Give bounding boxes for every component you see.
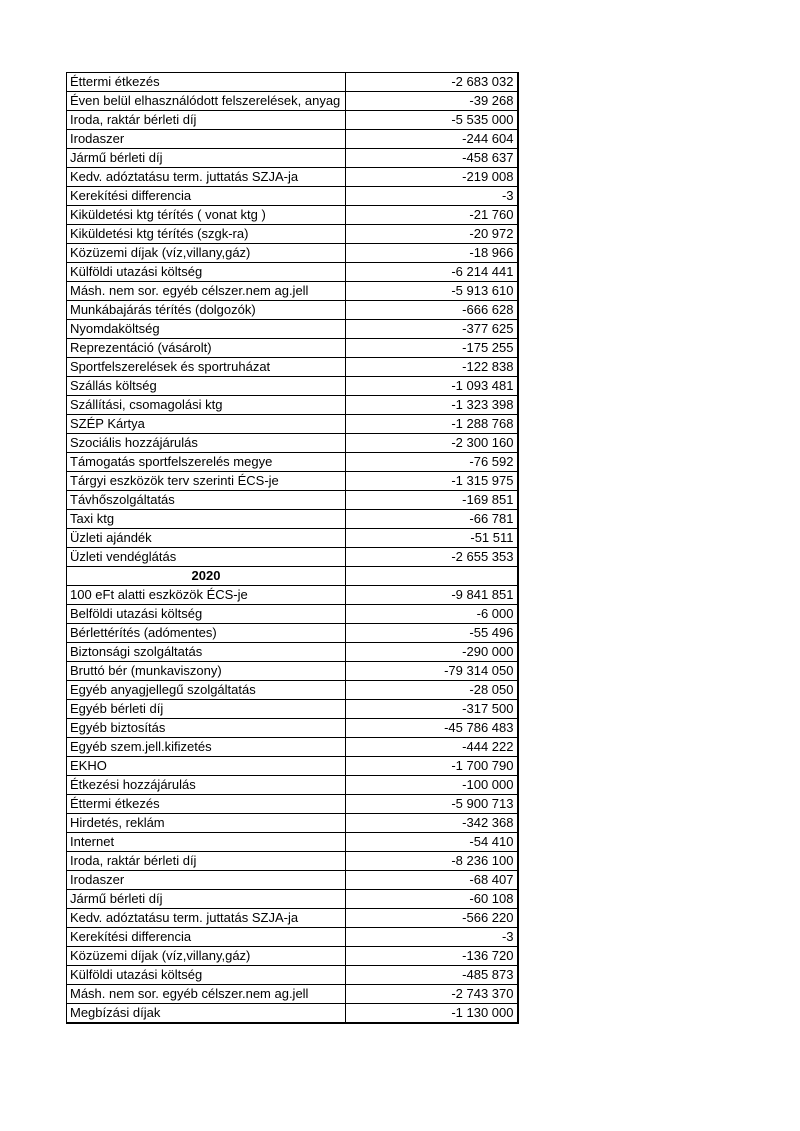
account-label-cell: Közüzemi díjak (víz,villany,gáz)	[67, 244, 346, 263]
amount-cell: -1 093 481	[346, 377, 518, 396]
table-row	[67, 453, 518, 472]
amount-cell: -458 637	[346, 149, 518, 168]
amount-cell: -100 000	[346, 776, 518, 795]
account-label-cell: Másh. nem sor. egyéb célszer.nem ag.jell	[67, 282, 346, 301]
account-label-cell: Kiküldetési ktg térítés (szgk-ra)	[67, 225, 346, 244]
table-row	[67, 795, 518, 814]
amount-cell: -21 760	[346, 206, 518, 225]
amount-cell: -377 625	[346, 320, 518, 339]
account-label-cell: Másh. nem sor. egyéb célszer.nem ag.jell	[67, 985, 346, 1004]
amount-cell: -2 683 032	[346, 73, 518, 92]
table-row	[67, 852, 518, 871]
table-row	[67, 187, 518, 206]
account-label-cell: 100 eFt alatti eszközök ÉCS-je	[67, 586, 346, 605]
account-label-cell: Egyéb bérleti díj	[67, 700, 346, 719]
table-row	[67, 1004, 518, 1024]
amount-cell: -68 407	[346, 871, 518, 890]
table-row	[67, 415, 518, 434]
amount-cell: -122 838	[346, 358, 518, 377]
table-row	[67, 244, 518, 263]
account-label-cell: Kedv. adóztatásu term. juttatás SZJA-ja	[67, 909, 346, 928]
amount-cell: -8 236 100	[346, 852, 518, 871]
expense-table	[66, 72, 519, 1024]
amount-cell: -3	[346, 928, 518, 947]
amount-cell: -2 743 370	[346, 985, 518, 1004]
amount-cell: -60 108	[346, 890, 518, 909]
account-label-cell: Jármű bérleti díj	[67, 149, 346, 168]
table-row	[67, 377, 518, 396]
table-row	[67, 700, 518, 719]
table-row	[67, 681, 518, 700]
amount-cell: -9 841 851	[346, 586, 518, 605]
amount-cell: -136 720	[346, 947, 518, 966]
account-label-cell: Taxi ktg	[67, 510, 346, 529]
table-row	[67, 472, 518, 491]
table-row	[67, 434, 518, 453]
table-row	[67, 130, 518, 149]
table-row	[67, 928, 518, 947]
table-row	[67, 985, 518, 1004]
account-label-cell: Jármű bérleti díj	[67, 890, 346, 909]
amount-cell: -6 214 441	[346, 263, 518, 282]
account-label-cell: Üzleti vendéglátás	[67, 548, 346, 567]
amount-cell: -6 000	[346, 605, 518, 624]
table-row	[67, 776, 518, 795]
table-row	[67, 624, 518, 643]
amount-cell: -169 851	[346, 491, 518, 510]
table-row	[67, 966, 518, 985]
account-label-cell: Munkábajárás térítés (dolgozók)	[67, 301, 346, 320]
amount-cell: -1 700 790	[346, 757, 518, 776]
amount-cell: -2 655 353	[346, 548, 518, 567]
account-label-cell: Iroda, raktár bérleti díj	[67, 111, 346, 130]
account-label-cell: SZÉP Kártya	[67, 415, 346, 434]
year-label-cell: 2020	[67, 567, 346, 586]
amount-cell: -1 315 975	[346, 472, 518, 491]
account-label-cell: Bérlettérítés (adómentes)	[67, 624, 346, 643]
table-row	[67, 605, 518, 624]
account-label-cell: Éttermi étkezés	[67, 73, 346, 92]
amount-cell: -76 592	[346, 453, 518, 472]
table-row	[67, 301, 518, 320]
amount-cell: -5 913 610	[346, 282, 518, 301]
table-row	[67, 890, 518, 909]
amount-cell	[346, 567, 518, 586]
account-label-cell: Szociális hozzájárulás	[67, 434, 346, 453]
amount-cell: -79 314 050	[346, 662, 518, 681]
account-label-cell: Egyéb szem.jell.kifizetés	[67, 738, 346, 757]
amount-cell: -2 300 160	[346, 434, 518, 453]
amount-cell: -444 222	[346, 738, 518, 757]
account-label-cell: Kerekítési differencia	[67, 928, 346, 947]
amount-cell: -244 604	[346, 130, 518, 149]
table-row	[67, 491, 518, 510]
account-label-cell: Tárgyi eszközök terv szerinti ÉCS-je	[67, 472, 346, 491]
account-label-cell: Közüzemi díjak (víz,villany,gáz)	[67, 947, 346, 966]
table-row	[67, 168, 518, 187]
amount-cell: -51 511	[346, 529, 518, 548]
account-label-cell: EKHO	[67, 757, 346, 776]
table-row	[67, 339, 518, 358]
amount-cell: -219 008	[346, 168, 518, 187]
account-label-cell: Szállítási, csomagolási ktg	[67, 396, 346, 415]
amount-cell: -342 368	[346, 814, 518, 833]
table-row	[67, 719, 518, 738]
account-label-cell: Irodaszer	[67, 130, 346, 149]
account-label-cell: Egyéb biztosítás	[67, 719, 346, 738]
table-row	[67, 757, 518, 776]
table-row	[67, 947, 518, 966]
account-label-cell: Biztonsági szolgáltatás	[67, 643, 346, 662]
amount-cell: -20 972	[346, 225, 518, 244]
account-label-cell: Megbízási díjak	[67, 1004, 346, 1024]
table-row	[67, 909, 518, 928]
account-label-cell: Étkezési hozzájárulás	[67, 776, 346, 795]
account-label-cell: Egyéb anyagjellegű szolgáltatás	[67, 681, 346, 700]
amount-cell: -54 410	[346, 833, 518, 852]
table-row	[67, 529, 518, 548]
amount-cell: -66 781	[346, 510, 518, 529]
table-row	[67, 871, 518, 890]
account-label-cell: Irodaszer	[67, 871, 346, 890]
account-label-cell: Távhőszolgáltatás	[67, 491, 346, 510]
amount-cell: -317 500	[346, 700, 518, 719]
account-label-cell: Éttermi étkezés	[67, 795, 346, 814]
table-row	[67, 662, 518, 681]
account-label-cell: Éven belül elhasználódott felszerelések, anyag	[67, 92, 346, 111]
account-label-cell: Támogatás sportfelszerelés megye	[67, 453, 346, 472]
table-row	[67, 396, 518, 415]
account-label-cell: Internet	[67, 833, 346, 852]
amount-cell: -45 786 483	[346, 719, 518, 738]
account-label-cell: Külföldi utazási költség	[67, 966, 346, 985]
table-row	[67, 814, 518, 833]
table-row	[67, 358, 518, 377]
amount-cell: -175 255	[346, 339, 518, 358]
table-row	[67, 111, 518, 130]
account-label-cell: Szállás költség	[67, 377, 346, 396]
table-row	[67, 320, 518, 339]
account-label-cell: Hirdetés, reklám	[67, 814, 346, 833]
amount-cell: -290 000	[346, 643, 518, 662]
amount-cell: -28 050	[346, 681, 518, 700]
account-label-cell: Iroda, raktár bérleti díj	[67, 852, 346, 871]
amount-cell: -55 496	[346, 624, 518, 643]
table-row	[67, 225, 518, 244]
table-row	[67, 643, 518, 662]
amount-cell: -1 130 000	[346, 1004, 518, 1024]
amount-cell: -1 323 398	[346, 396, 518, 415]
account-label-cell: Külföldi utazási költség	[67, 263, 346, 282]
amount-cell: -18 966	[346, 244, 518, 263]
table-row	[67, 92, 518, 111]
account-label-cell: Sportfelszerelések és sportruházat	[67, 358, 346, 377]
table-row	[67, 206, 518, 225]
amount-cell: -39 268	[346, 92, 518, 111]
table-row	[67, 149, 518, 168]
account-label-cell: Kerekítési differencia	[67, 187, 346, 206]
account-label-cell: Reprezentáció (vásárolt)	[67, 339, 346, 358]
account-label-cell: Kiküldetési ktg térítés ( vonat ktg )	[67, 206, 346, 225]
amount-cell: -5 900 713	[346, 795, 518, 814]
amount-cell: -666 628	[346, 301, 518, 320]
amount-cell: -485 873	[346, 966, 518, 985]
table-row	[67, 282, 518, 301]
account-label-cell: Üzleti ajándék	[67, 529, 346, 548]
table-row	[67, 510, 518, 529]
year-header-row	[67, 567, 518, 586]
amount-cell: -5 535 000	[346, 111, 518, 130]
account-label-cell: Bruttó bér (munkaviszony)	[67, 662, 346, 681]
table-row	[67, 833, 518, 852]
table-row	[67, 73, 518, 92]
account-label-cell: Kedv. adóztatásu term. juttatás SZJA-ja	[67, 168, 346, 187]
account-label-cell: Nyomdaköltség	[67, 320, 346, 339]
table-row	[67, 738, 518, 757]
account-label-cell: Belföldi utazási költség	[67, 605, 346, 624]
expense-table-body	[67, 73, 518, 1024]
table-row	[67, 263, 518, 282]
table-row	[67, 586, 518, 605]
table-row	[67, 548, 518, 567]
amount-cell: -1 288 768	[346, 415, 518, 434]
amount-cell: -566 220	[346, 909, 518, 928]
amount-cell: -3	[346, 187, 518, 206]
